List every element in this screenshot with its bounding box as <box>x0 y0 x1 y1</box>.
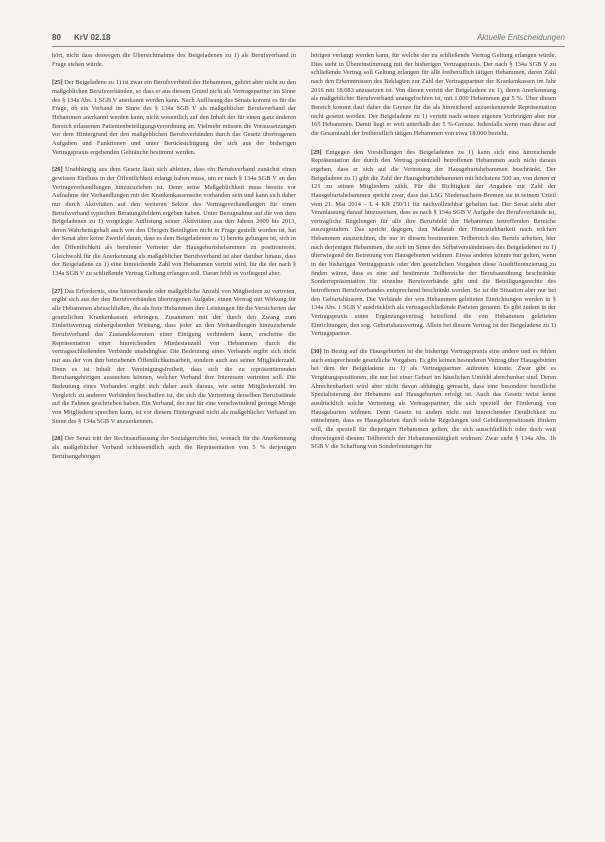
running-header <box>52 33 565 45</box>
paragraph-text: Entgegen den Vorstellungen des Beigeladenen zu 1) kann sich eine hinreichende Repräsentation der durch den Vertrag potenziell betroffenen Hebammen auch nicht daraus ergeben, dass er sich auf die Vertretung der Hausgeburtshebammen beschränkt. Der Beigeladene zu 1) gibt die Zahl der Hausgeburtshebammen mit höchstens 500 an, von denen er 121 zu seinen Mitgliedern zählt. Für die Richtigkeit der Angaben zur Zahl der Hausgeburtshebammen spricht zwar, dass das LSG Niedersachsen-Bremen sie in seinem Urteil vom 21. Mai 2014 – L 4 KR 250/11 für nachvollziehbar gehalten hat. Der Senat sieht aber Veranlassung darauf hinzuweisen, dass es nach § 134a SGB V Aufgabe der Berufsverbände ist, vertragliche Regelungen für alle ihre Berufsfeld der Hebammen betreffenden Bereiche auszugestalten. Das spricht dagegen, den Maßstab der Hinzuziehbarkeit nach solchen Hebammen auszurichten, die nur in diesem bestimmten Teilbereich des Berufs arbeiten, hier nach derjenigen Hebammen, die sich im Sinne des Selbstverständnisses des Beigeladenen zu 1) überwiegend der Betreuung von Hausgeburten widmen. Etwas anderes könnte nur gelten, wenn in der bisherigen Vertragspraxis oder den gesetzlichen Vorgaben diese Ausdifferenzierung zu finden wären, dass es eine auf bestimmte Teilbereiche der Berufsausübung beschränkte Sonderrepräsentation für einzelne Berufsverbände gibt und die Beteiligungsrechte des betroffenen Berufsverbandes entsprechend beschränkt werden. So ist die Situation aber nur bei den Geburtshäusern. Die Verbände der von Hebammen geleiteten Einrichtungen werden in § 134a Abs. 1 SGB V ausdrücklich als vertragsschließende Parteien genannt. Es gibt zudem in der Vertragspraxis einen Ergänzungsvertrag betreffend die von Hebammen geleiteten Einrichtungen, den sog. Geburtshausvertrag. Allein bei diesem Vertrag ist der Beigeladene zu 1) Vertragspartner. <box>311 148 556 338</box>
paragraph-continuation: hört, nicht dass deswegen die Übersichtnahme des Beigeladenen zu 1) als Berufsverband in Frage stehen würde. <box>52 52 296 68</box>
paragraph-number: [30] <box>311 348 322 355</box>
left-column <box>52 52 296 820</box>
paragraph-27 <box>52 288 296 427</box>
section-title: Aktuelle Entscheidungen <box>476 33 565 42</box>
paragraph-text: Der Beigeladene zu 1) ist zwar ein Berufsverband der Hebammen, gehört aber nicht zu den maßgeblichen Berufsverbänden, so dass er aus diesem Grund nicht als Vertragspartner im Sinne des § 134a Abs. 1 SGB V anerkannt werden kann. Nach Auflösung des Senats kommt es für die Frage, ob ein Verband im Sinne des § 134a SGB V als maßgeblicher Berufsverband der Hebammen anerkannt werden kann, nicht wesentlich auf den Inhalt der für einen ganz anderen Bereich erlassenen Patientenbeteiligungsverordnung an. Vielmehr müssen die Voraussetzungen vor dem Hintergrund der den maßgeblichen Berufsverbänden durch das Gesetz übertragenen Aufgaben und Funktionen und unter Berücksichtigung der sich aus der bisherigen Vertragspraxis ergebenden Gebräuche bestimmt werden. <box>52 79 296 156</box>
paragraph-25 <box>52 79 296 157</box>
page-number: 80 <box>52 33 61 42</box>
paragraph-text: In Bezug auf die Hausgeburten ist die bisherige Vertragspraxis eine andere und es fehlen auch entsprechende gesetzliche Vorgaben. Es gibt keinen besonderen Vertrag über Hausgeburten bei dem der Beigeladene zu 1) als Vertragspartner auftreten könnte. Zwar gibt es Vergütungspositionen, die nur bei einer Geburt im häuslichen Umfeld abrechenbar sind. Deren Abrechenbarkeit wird aber nicht davon abhängig gemacht, dass eine besondere berufliche Spezialisierung der Hebamme auf Hausgeburten erfolgt ist. Auch das Gesetz weist keine ausdrücklich solche Vertretung als Vertragspartner, die sich speziell der Förderung von Hausgeburten widmen. Denn Gesetz ist anders nicht mit hinreichender Deutlichkeit zu entnehmen, dass es Hausgeburten durch solche Regelungen und Gebührenpositionen fördern will, die speziell für diejenigen Hebammen gelten, die sich ausschließlich oder doch weit überwiegend diesem Teilbereich der Hebammentätigkeit widmen. Zwar sieht § 134a Abs. 1b SGB V die Schaffung von Sonderleistungen für <box>311 348 556 451</box>
paragraph-number: [29] <box>311 148 322 156</box>
paragraph-number: [27] <box>52 287 63 295</box>
paragraph-text: Das Erfordernis, eine hinreichende oder maßgebliche Anzahl von Mitgliedern zu vertreten, ergibt sich aus der den Berufsverbänden übertragenen Aufgabe, einen Vertrag mit Wirkung für alle Hebammen abzuschließen, die als freie Hebammen ihre Leistungen für die Versicherten der gesetzlichen Krankenkassen erbringen. Zusammen mit der durch den Zwang zum Einheitsvertrag einhergehenden Wirkung, dass jeder an den Verhandlungen hinzuziehende Berufsverband das Zustandekommen einer Einigung verhindern kann, erscheine die Repräsentation einer hinreichenden Mindestanzahl von Hebammen durch die vertragsschließenden Verbände unabdingbar. Die Bedeutung eines Verbands ergibt sich nicht nur aus der von ihm betriebenen Öffentlichkeitsarbeit, sondern auch aus seiner Mitgliederzahl. Denn es ist Inhalt der Vereinigungsfreiheit, dass sich die zu repräsentierenden Berufsangehörigen aussuchen können, welcher Verband ihre Interessen vertreten soll. Die Bedeutung eines Verbandes ergibt sich daher auch daraus, wie seine Mitgliederzahl im Vergleich zu anderen Verbänden beschaffen ist, die sich die Vertretung derselben Berufsstände auf die Fahnen geschrieben haben. Ein Verband, der nur für eine verschwindend geringe Menge von Mitgliedern sprechen kann, ist vor diesem Hintergrund nicht als maßgeblicher Verband im Sinne des § 134a SGB V anzuerkennen. <box>52 287 296 425</box>
paragraph-29 <box>311 149 556 339</box>
paragraph-number: [25] <box>52 79 63 87</box>
paragraph-number: [28] <box>52 435 63 443</box>
right-column <box>311 52 556 820</box>
paragraph-text: Der Senat tritt der Rechtsauffassung der Sozialgerichte bei, wonach für die Anerkennung als maßgeblicher Verband schlussendlich auch die Repräsentation von 5 % derjenigen Berufsangehörigen <box>52 435 296 460</box>
paragraph-text: Unabhängig aus dem Gesetz lässt sich ableiten, dass ein Berufsverband zunächst einen gewissen Einfluss in der Öffentlichkeit erlangt haben muss, um er nach § 134a SGB V an den Vertragsverhandlungen hinzuzuziehen ist. Denn seine Maßgeblichkeit muss bereits vor Aufnahme der Verhandlungen mit der Krankenkassenseite vorhanden sein und kann sich daher nur durch Aktivitäten auf den weiteren Sektor des Vertragsverhandlungen für einen Berufsverband typischen Beratungsfeldern ergeben haben. Unter Bezugnahme auf die von dem Beigeladenen zu 1) vorgelegte Auflistung seiner Aktivitäten aus den Jahren 2009 bis 2013, deren Wahrheitsgehalt auch von den Übrigen Beteiligten nicht in Frage gestellt worden ist, hat der Senat aber keine Zweifel daran, dass es dem Beigeladenen zu 1) bereits gelungen ist, sich in der Öffentlichkeit als berufener Vertreter der Hausgeburtshebammen zu positionieren. Gleichwohl für die Anerkennung als maßgeblicher Berufsverband ist aber darüber hinaus, dass der Beigeladene zu 1) eine hinreichende Zahl von Hebammen vertritt wird, für die der nach § 134a SGB V zu schließende Vertrag Geltung erlangen soll. Daran fehlt es vorliegend aber. <box>52 166 296 278</box>
paragraph-30 <box>311 348 556 452</box>
paragraph-continuation: hörigen verlangt werden kann, für welche der zu schließende Vertrag Geltung erlangen würde. Dies steht in Übereinstimmung mit der bisherigen Vertragspraxis. Der nach § 134a SGB V zu schließende Vertrag soll Geltung erlangen für alle freiberuflich tätigen Hebammen, deren Zahl nach den Erkenntnissen des Beklagten zur Zahl der Vertragspartner der Krankenkassen im Jahr 2016 mit 18.083 anzusetzen ist. Von diesen vertritt der Beigeladene zu 1), deren Anerkennung als maßgeblicher Berufsverband unangefochten ist, mit 1.000 Hebammen gut 5 %. Über diesen Bereich kommt dauf daher die Grenze für die als hinreichend anzuerkennende Repräsentation nicht gesetzt werden. Der Beigeladene zu 1) vertritt nach seinen eigenen Vorbringen aber nur 165 Hebammen. Damit liegt er weit unterhalb der 5 %-Grenze. Jedenfalls wenn man diese auf die Gesamtzahl der freiberuflich tätigen Hebammen von etwa 18.000 bezieht. <box>311 52 556 137</box>
paragraph-28 <box>52 435 296 461</box>
header-rule <box>52 46 565 47</box>
paragraph-number: [26] <box>52 166 63 174</box>
paragraph-26 <box>52 166 296 279</box>
journal-issue: KrV 02.18 <box>74 33 111 42</box>
